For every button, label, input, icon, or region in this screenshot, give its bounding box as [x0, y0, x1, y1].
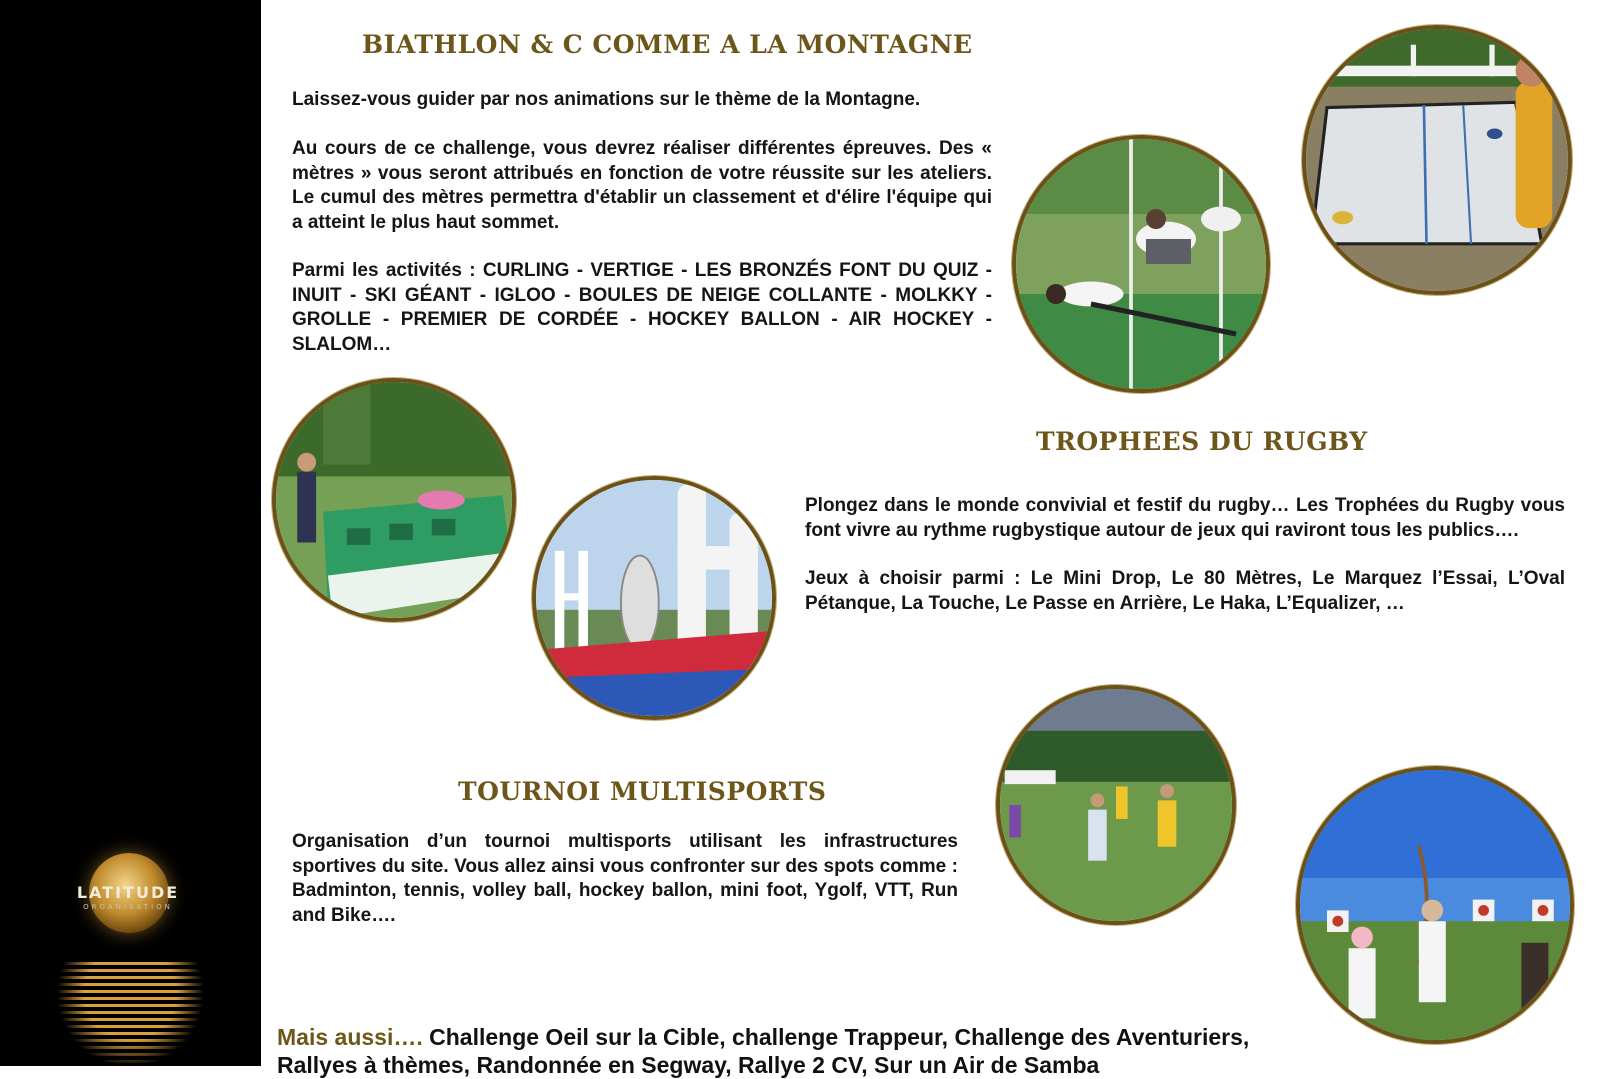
rugby-body: Plongez dans le monde convivial et festif du rugby… Les Trophées du Rugby vous font vivre au rythme rugbystique autour de jeux qui raviront tous les publics…. — [805, 495, 1565, 541]
more-line1: Challenge Oeil sur la Cible, challenge Trappeur, Challenge des Aventuriers, — [429, 1024, 1250, 1050]
photo-multisports-field — [996, 685, 1236, 925]
more-line2: Rallyes à thèmes, Randonnée en Segway, Rallye 2 CV, Sur un Air de Samba — [277, 1052, 1100, 1078]
biathlon-title: BIATHLON & C COMME A LA MONTAGNE — [362, 30, 973, 59]
more-lead: Mais aussi…. — [277, 1024, 423, 1050]
multisports-title: TOURNOI MULTISPORTS — [458, 777, 827, 806]
logo-reflection-image — [58, 962, 203, 1066]
photo-rugby-posts — [532, 476, 776, 720]
more-activities — [277, 1023, 1249, 1079]
biathlon-activities: Parmi les activités : CURLING - VERTIGE - LES BRONZÉS FONT DU QUIZ - INUIT - SKI GÉANT - IGLOO - BOULES DE NEIGE COLLANTE - MOLKKY - GROLLE - PREMIER DE CORDÉE - HOCKEY BALLON - AIR HOCKEY - SLALOM… — [292, 260, 992, 355]
photo-biathlon-shooting — [1012, 135, 1270, 393]
rugby-title: TROPHEES DU RUGBY — [1036, 427, 1368, 456]
logo-name: LATITUDE — [76, 883, 180, 902]
photo-inflatable-rugby — [272, 378, 516, 622]
rugby-games: Jeux à choisir parmi : Le Mini Drop, Le 80 Mètres, Le Marquez l’Essai, L’Oval Pétanque, La Touche, Le Passe en Arrière, Le Haka, L’Equalizer, … — [805, 568, 1565, 614]
sidebar — [0, 0, 261, 1066]
multisports-body: Organisation d’un tournoi multisports utilisant les infrastructures sportives du site. Vous allez ainsi vous confronter sur des spots comme : Badminton, tennis, volley ball, hockey ballon, mini foot, Ygolf, VTT, Run and Bike…. — [292, 831, 958, 926]
biathlon-body: Au cours de ce challenge, vous devrez réaliser différentes épreuves. Des « mètres » vous seront attribués en fonction de votre réussite sur les ateliers. Le cumul des mètres permettra d'établir un classement et d'élire l'équipe qui a atteint le plus haut sommet. — [292, 138, 992, 233]
logo-subtitle: ORGANISATION — [83, 903, 173, 911]
photo-archery — [1296, 766, 1574, 1044]
photo-air-hockey — [1302, 25, 1572, 295]
biathlon-intro: Laissez-vous guider par nos animations sur le thème de la Montagne. — [292, 89, 921, 110]
